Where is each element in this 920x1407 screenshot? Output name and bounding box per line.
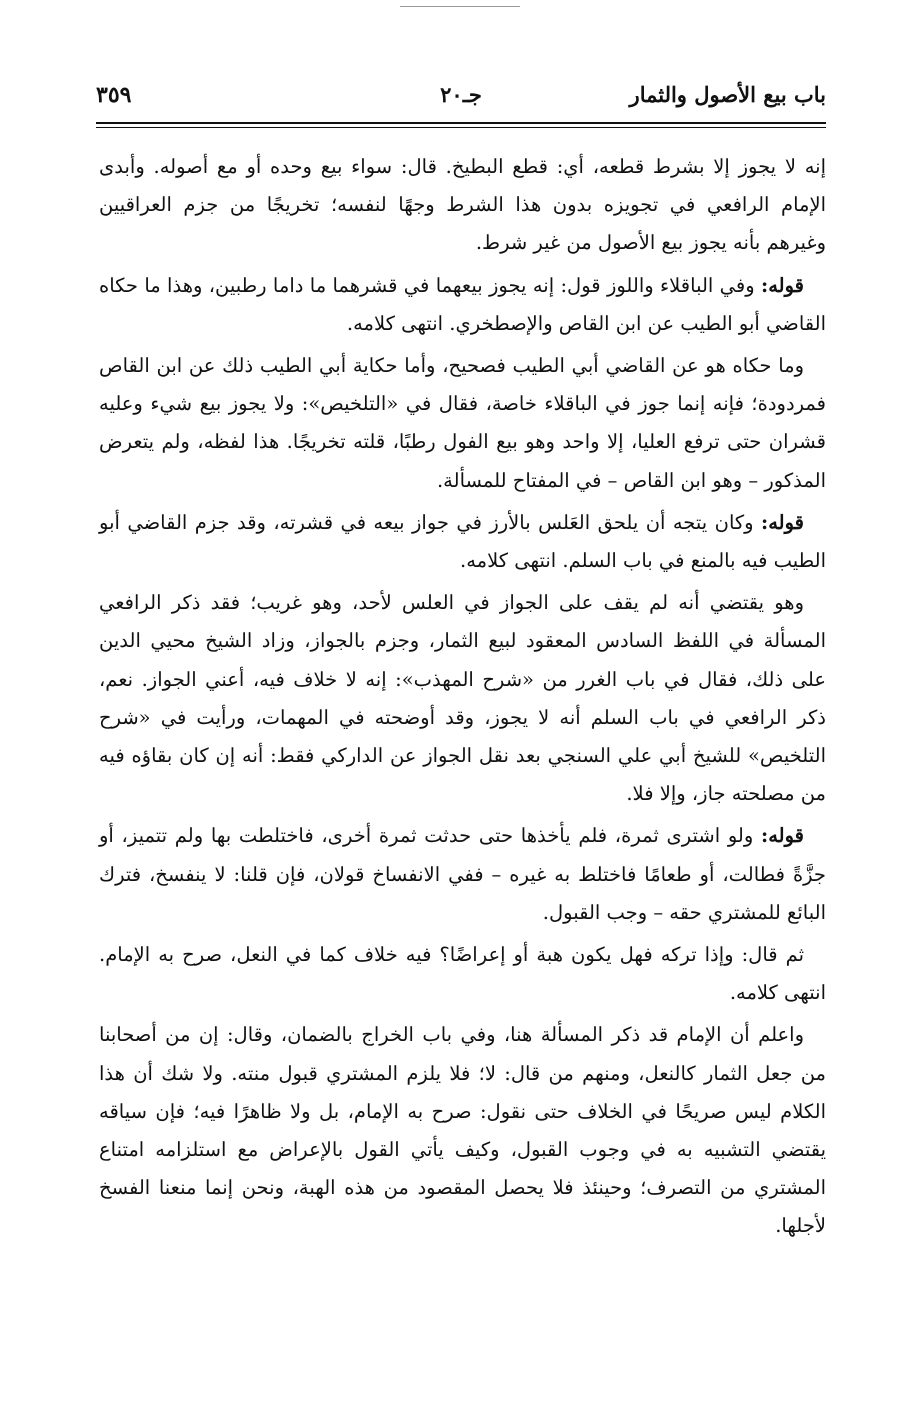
running-header	[96, 82, 826, 120]
paragraph-4	[99, 504, 826, 580]
paragraph-6	[99, 817, 826, 932]
paragraph-3	[99, 347, 826, 500]
chapter-title: باب بيع الأصول والثمار	[629, 82, 826, 107]
paragraph-text: وكان يتجه أن يلحق العَلس بالأرز في جواز بيعه في قشرته، وقد جزم القاضي أبو الطيب فيه بالمنع في باب السلم. انتهى كلامه.	[99, 510, 826, 573]
paragraph-7	[99, 936, 826, 1012]
qawluhu-label: قوله:	[761, 510, 804, 534]
qawluhu-label: قوله:	[761, 824, 804, 848]
paragraph-text: وهو يقتضي أنه لم يقف على الجواز في العلس لأحد، وهو غريب؛ فقد ذكر الرافعي المسألة في اللفظ السادس المعقود لبيع الثمار، وجزم بالجواز، وزاد الشيخ محيي الدين على ذلك، فقال في باب الغرر من «شرح المهذب»: إنه لا خلاف فيه، أعني الجواز. نعم، ذكر الرافعي في باب السلم أنه لا يجوز، وقد أوضحته في المهمات، ورأيت في «شرح التلخيص» للشيخ أبي علي السنجي بعد نقل الجواز عن الداركي فقط: أنه إن كان بقاؤه فيه من مصلحته جاز، وإلا فلا.	[99, 591, 826, 806]
top-edge-rule	[400, 6, 520, 7]
paragraph-text: وفي الباقلاء واللوز قول: إنه يجوز بيعهما في قشرهما ما داما رطبين، وهذا ما حكاه القاضي أبو الطيب عن ابن القاص والإصطخري. انتهى كلامه.	[99, 273, 826, 335]
paragraph-1	[99, 148, 826, 263]
paragraph-8	[99, 1016, 826, 1245]
header-double-rule	[96, 122, 826, 128]
page-number: ٣٥٩	[96, 82, 132, 108]
paragraph-text: ولو اشترى ثمرة، فلم يأخذها حتى حدثت ثمرة أخرى، فاختلطت بها ولم تتميز، أو جزَّةً فطالت، أو طعامًا فاختلط به غيره – ففي الانفساخ قولان، فإن قلنا: لا ينفسخ، فترك البائع للمشتري حقه – وجب القبول.	[99, 824, 826, 924]
paragraph-text: إنه لا يجوز إلا بشرط قطعه، أي: قطع البطيخ. قال: سواء بيع وحده أو مع أصوله. وأبدى الإمام الرافعي في تجويزه بدون هذا الشرط وجهًا لنفسه؛ تخريجًا من جزم العراقيين وغيرهم بأنه يجوز بيع الأصول من غير شرط.	[99, 155, 826, 255]
paragraph-text: واعلم أن الإمام قد ذكر المسألة هنا، وفي باب الخراج بالضمان، وقال: إن من أصحابنا من جعل الثمار كالنعل، ومنهم من قال: لا؛ فلا يلزم المشتري قبول منته. ولا شك أن هذا الكلام ليس صريحًا في الخلاف حتى نقول: صرح به الإمام، بل ولا ظاهرًا فيه؛ فإن سياقه يقتضي التشبيه به في وجوب القبول، وكيف يأتي القول بالإعراض مع استلزامه امتناع المشتري من التصرف؛ وحينئذ فلا يحصل المقصود من هذه الهبة، ونحن إنما منعنا الفسخ لأجلها.	[99, 1023, 826, 1238]
paragraph-2	[99, 267, 826, 343]
body-text	[99, 148, 826, 1246]
volume-number: جـ٢٠	[440, 82, 482, 107]
qawluhu-label: قوله:	[761, 273, 804, 297]
paragraph-text: ثم قال: وإذا تركه فهل يكون هبة أو إعراضًا؟ فيه خلاف كما في النعل، صرح به الإمام. انتهى كلامه.	[99, 943, 826, 1005]
paragraph-5	[99, 584, 826, 813]
paragraph-text: وما حكاه هو عن القاضي أبي الطيب فصحيح، وأما حكاية أبي الطيب ذلك عن ابن القاص فمردودة؛ فإنه إنما جوز في الباقلاء خاصة، فقال في «التلخيص»: ولا يجوز بيع شيء وعليه قشران حتى ترفع العليا، إلا واحد وهو بيع الفول رطبًا، قلته تخريجًا. هذا لفظه، ولم يتعرض المذكور – وهو ابن القاص – في المفتاح للمسألة.	[99, 354, 826, 492]
